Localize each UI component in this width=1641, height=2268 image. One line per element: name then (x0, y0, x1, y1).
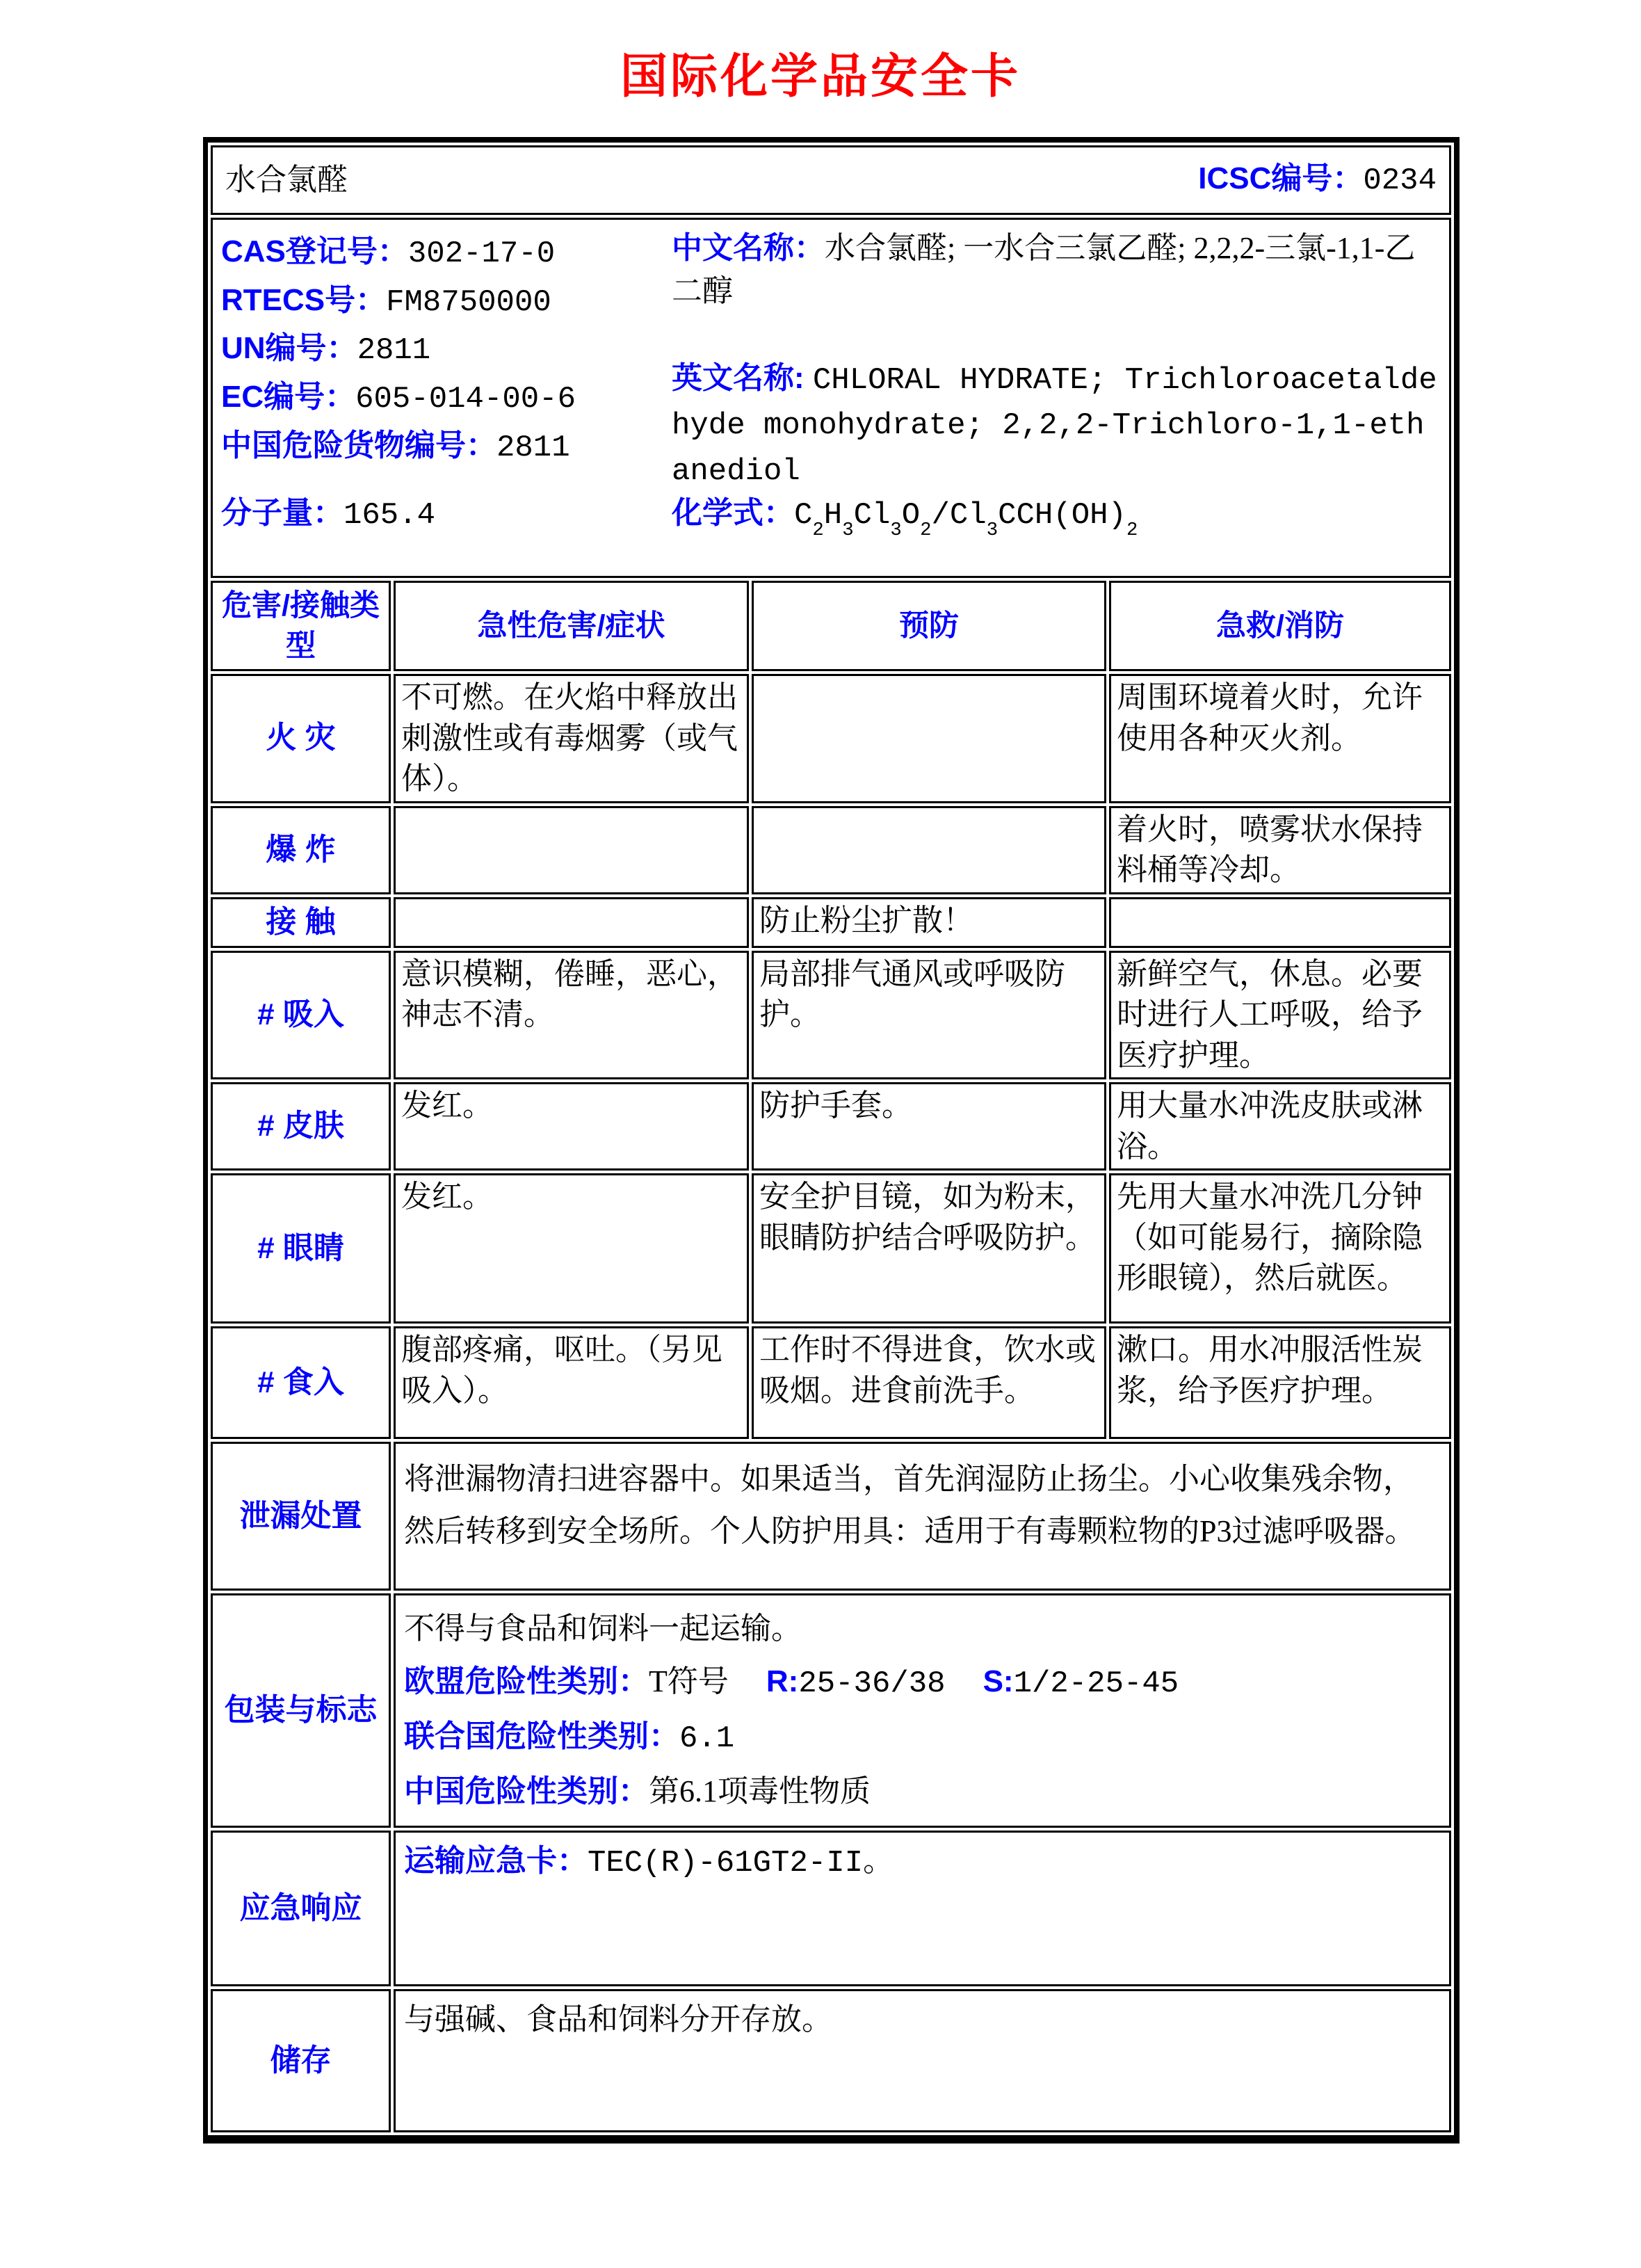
title-band-cell (211, 145, 1451, 215)
symptoms-cell: 发红。 (394, 1082, 749, 1171)
section-label-spill: 泄漏处置 (211, 1442, 391, 1591)
first-aid-cell: 新鲜空气，休息。必要时进行人工呼吸，给予医疗护理。 (1109, 951, 1451, 1080)
hazard-row (211, 674, 1451, 803)
section-text-segment: 联合国危险性类别： (404, 1719, 679, 1754)
section-text-segment: 25-36/38 (798, 1666, 946, 1702)
icsc-label: ICSC编号： (1198, 161, 1364, 196)
section-content-emergency (394, 1831, 1451, 1986)
registry-field-label: UN编号： (221, 331, 357, 366)
formula-part: CCH(OH) (998, 498, 1126, 533)
molecular-weight-label: 分子量： (221, 496, 343, 531)
first-aid-cell: 漱口。用水冲服活性炭浆，给予医疗护理。 (1109, 1326, 1451, 1439)
hazard-type-label: 接 触 (211, 897, 391, 948)
prevention-cell (752, 806, 1106, 894)
formula-part: Cl (853, 498, 891, 533)
section-text-segment: 将泄漏物清扫进容器中。如果适当，首先润湿防止扬尘。小心收集残余物，然后转移到安全场所。个人防护用具：适用于有毒颗粒物的P3过滤呼吸器。 (404, 1462, 1416, 1548)
symptoms-cell: 腹部疼痛，呕吐。（另见吸入）。 (394, 1326, 749, 1439)
header-prevention: 预防 (752, 581, 1106, 671)
molecular-weight-value: 165.4 (343, 498, 436, 533)
hazard-row (211, 1326, 1451, 1439)
section-content-spill (394, 1442, 1451, 1591)
section-text-segment: 与强碱、食品和饲料分开存放。 (404, 2002, 832, 2037)
section-text-segment: 欧盟危险性类别： (404, 1664, 649, 1699)
title-band (220, 159, 1442, 202)
formula-subscript: 3 (890, 519, 902, 541)
registry-field-label: CAS登记号： (221, 234, 408, 268)
header-first-aid: 急救/消防 (1109, 581, 1451, 671)
formula-part: C (794, 498, 813, 533)
chinese-name-value: 水合氯醛; 一水合三氯乙醛; 2,2,2-三氯-1,1-乙二醇 (672, 231, 1416, 309)
section-row-packaging (211, 1593, 1451, 1828)
registry-field (221, 231, 672, 275)
hazard-row (211, 897, 1451, 948)
icsc-number: 0234 (1363, 163, 1437, 199)
section-text-segment: S: (983, 1664, 1014, 1699)
section-content-packaging (394, 1593, 1451, 1828)
section-row-emergency (211, 1831, 1451, 1986)
prevention-cell: 局部排气通风或呼吸防护。 (752, 951, 1106, 1080)
chinese-name-label: 中文名称： (672, 231, 825, 265)
formula-subscript: 2 (920, 519, 932, 541)
section-label-emergency: 应急响应 (211, 1831, 391, 1986)
registry-field (221, 425, 672, 469)
formula-value (794, 498, 1138, 541)
first-aid-cell: 先用大量水冲洗几分钟（如可能易行，摘除隐形眼镜），然后就医。 (1109, 1173, 1451, 1324)
formula-part: H (823, 498, 843, 533)
section-line (404, 1662, 1441, 1705)
hazard-row (211, 1082, 1451, 1171)
substance-name: 水合氯醛 (225, 162, 348, 197)
icsc-card-table (203, 137, 1460, 2144)
formula-part: O (901, 498, 921, 533)
first-aid-cell: 用大量水冲洗皮肤或淋浴。 (1109, 1082, 1451, 1171)
registry-field-value: 605-014-00-6 (355, 382, 576, 417)
registry-field-label: EC编号： (221, 380, 356, 415)
header-symptoms: 急性危害/症状 (394, 581, 749, 671)
molecular-weight (221, 493, 672, 536)
section-row-storage (211, 1989, 1451, 2132)
prevention-cell: 安全护目镜，如为粉末，眼睛防护结合呼吸防护。 (752, 1173, 1106, 1324)
registry-field (221, 328, 672, 372)
section-text-segment: T符号 (649, 1664, 729, 1699)
prevention-cell: 工作时不得进食，饮水或吸烟。进食前洗手。 (752, 1326, 1106, 1439)
registry-field-label: 中国危险货物编号： (221, 428, 496, 463)
identification-row (211, 218, 1451, 578)
symptoms-cell (394, 806, 749, 894)
prevention-cell (752, 674, 1106, 803)
section-label-packaging: 包装与标志 (211, 1593, 391, 1828)
symptoms-cell: 发红。 (394, 1173, 749, 1324)
hazard-type-label: # 眼睛 (211, 1173, 391, 1324)
section-line (404, 1609, 1441, 1650)
hazard-row (211, 951, 1451, 1080)
page-title: 国际化学品安全卡 (620, 49, 1021, 104)
identification-cell (211, 218, 1451, 578)
section-content-storage (394, 1989, 1451, 2132)
symptoms-cell: 不可燃。在火焰中释放出刺激性或有毒烟雾（或气体）。 (394, 674, 749, 803)
title-band-row (211, 145, 1451, 215)
registry-field-label: RTECS号： (221, 282, 387, 317)
section-line (404, 2000, 1441, 2041)
first-aid-cell: 周围环境着火时，允许使用各种灭火剂。 (1109, 674, 1451, 803)
formula-subscript: 3 (842, 519, 854, 541)
first-aid-cell (1109, 897, 1451, 948)
hazard-row (211, 1173, 1451, 1324)
prevention-cell: 防止粉尘扩散！ (752, 897, 1106, 948)
chinese-name (672, 227, 1441, 314)
section-row-spill (211, 1442, 1451, 1591)
formula-subscript: 2 (812, 519, 824, 541)
section-label-storage: 储存 (211, 1989, 391, 2132)
section-text-segment: TEC(R)-61GT2-II。 (588, 1846, 894, 1881)
hazard-type-label: # 皮肤 (211, 1082, 391, 1171)
section-line (404, 1771, 1441, 1812)
english-name-label: 英文名称: (672, 360, 813, 395)
formula-label: 化学式： (672, 496, 794, 531)
section-line (404, 1716, 1441, 1760)
hazard-type-label: # 食入 (211, 1326, 391, 1439)
registry-field-value: 2811 (496, 430, 570, 465)
formula-subscript: 2 (1126, 519, 1138, 541)
registry-field-value: 302-17-0 (407, 236, 556, 271)
card-container (203, 137, 1435, 2144)
section-text-segment: 运输应急卡： (404, 1844, 588, 1879)
english-name (672, 357, 1441, 493)
symptoms-cell (394, 897, 749, 948)
chemical-formula (672, 493, 1441, 541)
section-text-segment: 中国危险性类别： (404, 1774, 649, 1809)
symptoms-cell: 意识模糊，倦睡，恶心，神志不清。 (394, 951, 749, 1080)
formula-subscript: 3 (986, 519, 999, 541)
hazard-header-row (211, 581, 1451, 671)
hazard-type-label: # 吸入 (211, 951, 391, 1080)
section-text-segment: 1/2-25-45 (1013, 1666, 1179, 1702)
icsc-number-group (1198, 159, 1437, 202)
first-aid-cell: 着火时，喷雾状水保持料桶等冷却。 (1109, 806, 1451, 894)
section-text-segment: 第6.1项毒性物质 (649, 1774, 871, 1809)
identification-block (220, 223, 1442, 557)
section-text-segment: 不得与食品和饲料一起运输。 (404, 1611, 802, 1646)
names-block (672, 227, 1441, 493)
registry-field-value: 2811 (357, 333, 431, 369)
section-text-segment: R: (766, 1664, 799, 1699)
registry-field-value: FM8750000 (386, 284, 551, 320)
header-hazard-type: 危害/接触类型 (211, 581, 391, 671)
section-text-segment: 6.1 (679, 1721, 735, 1757)
english-name-value: CHLORAL HYDRATE; Trichloroacetaldehyde monohydrate; 2,2,2-Trichloro-1,1-ethanediol (672, 362, 1437, 489)
hazard-type-label: 爆 炸 (211, 806, 391, 894)
hazard-type-label: 火 灾 (211, 674, 391, 803)
formula-part: /Cl (931, 498, 987, 533)
registry-field (221, 280, 672, 324)
section-line (404, 1841, 1441, 1884)
registry-field (221, 376, 672, 421)
prevention-cell: 防护手套。 (752, 1082, 1106, 1171)
registry-fields (221, 227, 672, 493)
section-line (404, 1454, 1441, 1558)
hazard-row (211, 806, 1451, 894)
